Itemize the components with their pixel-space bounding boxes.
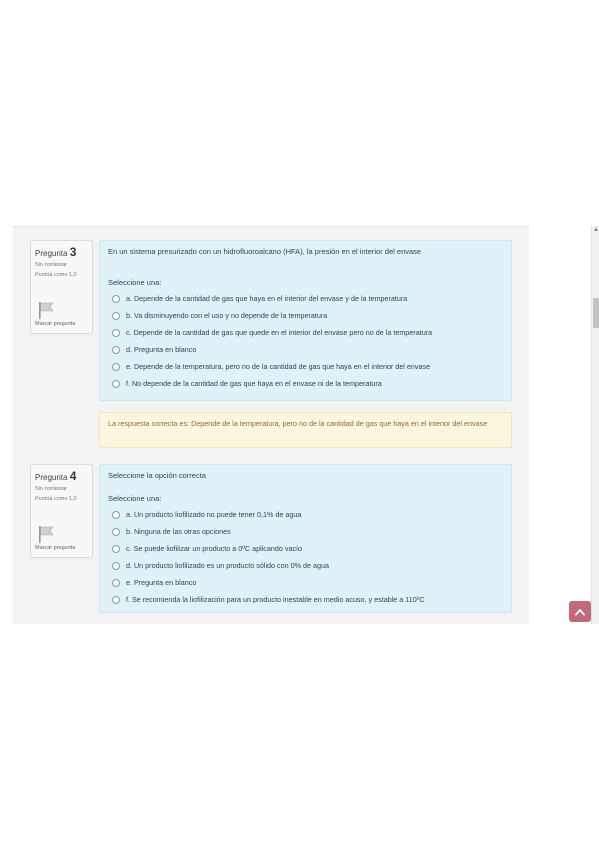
radio-button[interactable] [112, 562, 120, 570]
back-to-top-button[interactable] [569, 601, 591, 622]
flag-icon[interactable] [35, 525, 57, 543]
question-score: Puntúa como 1,0 [35, 272, 77, 278]
scrollbar[interactable] [591, 226, 599, 624]
radio-button[interactable] [112, 363, 120, 371]
answer-label: b. Ninguna de las otras opciones [126, 527, 231, 536]
answer-label: f. No depende de la cantidad de gas que haya en el envase ni de la temperatura [126, 379, 382, 388]
question-number: 3 [69, 245, 77, 259]
question-state: Sin contestar [35, 262, 68, 268]
answer-label: d. Pregunta en blanco [126, 345, 197, 354]
question-info [30, 464, 93, 558]
answer-option[interactable] [108, 375, 503, 392]
correct-answer-feedback: La respuesta correcta es: Depende de la temperatura, pero no de la cantidad de gas que haya en el interior del envase [99, 412, 512, 448]
radio-button[interactable] [112, 312, 120, 320]
answer-option[interactable] [108, 358, 503, 375]
chevron-up-icon [575, 608, 585, 616]
question-formulation [99, 464, 512, 613]
answer-prompt: Seleccione una: [108, 278, 162, 287]
answer-option[interactable] [108, 341, 503, 358]
side-panel [529, 226, 591, 624]
question-text: Seleccione la opción correcta [108, 471, 206, 480]
question-state: Sin contestar [35, 486, 68, 492]
radio-button[interactable] [112, 329, 120, 337]
answer-option[interactable] [108, 574, 503, 591]
radio-button[interactable] [112, 380, 120, 388]
radio-button[interactable] [112, 528, 120, 536]
answer-label: c. Se puede liofilizar un producto a 0ºC aplicando vacío [126, 544, 303, 553]
answer-option[interactable] [108, 591, 503, 608]
flag-icon[interactable] [35, 301, 57, 319]
radio-button[interactable] [112, 511, 120, 519]
question-formulation [99, 240, 512, 401]
answer-label: a. Un producto liofilizado no puede tener 0,1% de agua [126, 510, 302, 519]
question-label: Pregunta [35, 473, 68, 482]
answer-label: c. Depende de la cantidad de gas que quede en el interior del envase pero no de la temperatura [126, 328, 433, 337]
answer-label: e. Pregunta en blanco [126, 578, 197, 587]
answer-label: e. Depende de la temperatura, pero no de la cantidad de gas que haya en el interior del envase [126, 362, 431, 371]
question-title [35, 245, 88, 259]
answer-option[interactable] [108, 540, 503, 557]
answer-list [108, 290, 503, 392]
question-text: En un sistema presurizado con un hidrofluoroalcano (HFA), la presión en el interior del envase [108, 247, 422, 256]
answer-option[interactable] [108, 523, 503, 540]
answer-label: f. Se recomienda la liofilización para un producto inestable en medio acuso, y estable a 110ºC [126, 595, 425, 604]
question-score: Puntúa como 1,0 [35, 496, 77, 502]
radio-button[interactable] [112, 295, 120, 303]
answer-option[interactable] [108, 307, 503, 324]
scrollbar-thumb[interactable] [593, 298, 599, 328]
answer-option[interactable] [108, 557, 503, 574]
question-title [35, 469, 88, 483]
answer-option[interactable] [108, 324, 503, 341]
question-info [30, 240, 93, 334]
radio-button[interactable] [112, 579, 120, 587]
radio-button[interactable] [112, 596, 120, 604]
question-label: Pregunta [35, 249, 68, 258]
radio-button[interactable] [112, 346, 120, 354]
answer-list [108, 506, 503, 608]
radio-button[interactable] [112, 545, 120, 553]
scroll-up-arrow[interactable]: ▲ [593, 227, 599, 233]
answer-label: a. Depende de la cantidad de gas que haya en el interior del envase y de la temperatura [126, 294, 408, 303]
flag-question-link[interactable]: Marcar pregunta [35, 545, 76, 551]
answer-option[interactable] [108, 290, 503, 307]
answer-label: d. Un producto liofilizado es un producto sólido con 0% de agua [126, 561, 329, 570]
flag-question-link[interactable]: Marcar pregunta [35, 321, 76, 327]
question-number: 4 [69, 469, 77, 483]
answer-option[interactable] [108, 506, 503, 523]
answer-label: b. Va disminuyendo con el uso y no depende de la temperatura [126, 311, 328, 320]
answer-prompt: Seleccione una: [108, 494, 162, 503]
